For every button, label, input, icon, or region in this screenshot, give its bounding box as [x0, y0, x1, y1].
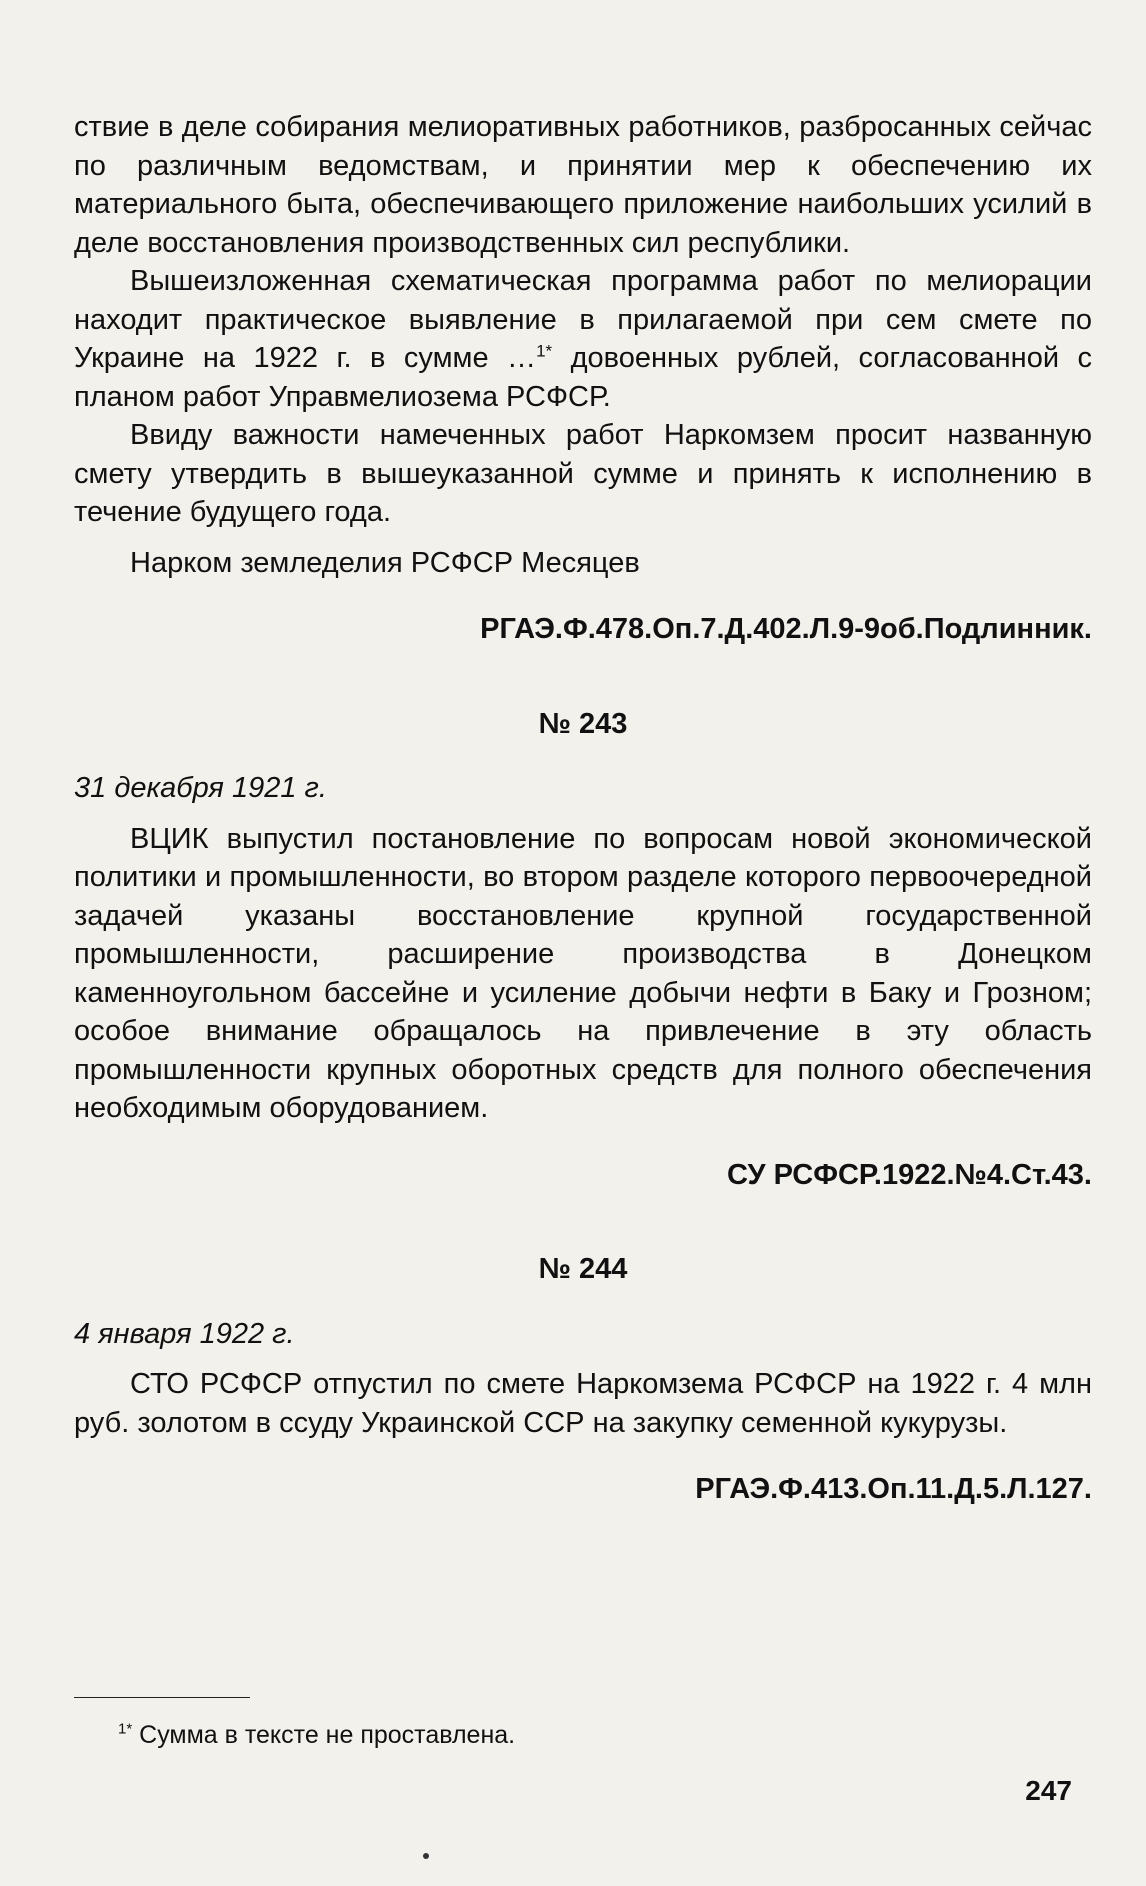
page-number: 247	[1025, 1775, 1072, 1806]
document-text-243: ВЦИК выпустил постановление по вопросам новой экономической политики и промышленности, во втором разделе которого первоочередной задачей указаны восстановление крупной государственной промышленности, расширение производства в Донецком каменноугольном бассейне и усиление добычи нефти в Баку и Грозном; особое внимание обращалось на привлечение в эту область промышленности крупных оборотных средств для полного обеспечения необходимым оборудованием.	[74, 822, 1092, 1124]
document-body	[74, 108, 1092, 1509]
program-text-before-note: Вышеизложенная схематическая программа работ по мелиорации находит практическое выявление в прилагаемой при сем смете по Украине на 1922 г. в сумме …	[74, 265, 1092, 374]
document-number-244: № 244	[538, 1253, 628, 1285]
continuation-paragraph: ствие в деле собирания мелиоративных работников, разбросанных сейчас по различным ведомствам, и принятии мер к обеспечению их материального быта, обеспечивающего приложение наибольших усилий в деле восстановления производственных сил республики.	[74, 111, 1092, 259]
archive-reference-1: РГАЭ.Ф.478.Оп.7.Д.402.Л.9-9об.Подлинник.	[480, 613, 1092, 645]
footnote-reference: 1*	[536, 341, 553, 361]
document-date-243: 31 декабря 1921 г.	[74, 772, 327, 804]
footnote-mark: 1*	[118, 1720, 133, 1738]
program-paragraph	[74, 262, 1092, 416]
archive-reference-243: СУ РСФСР.1922.№4.Ст.43.	[726, 1158, 1092, 1191]
signature: Нарком земледелия РСФСР Месяцев	[130, 546, 640, 579]
program-text-after-note: довоенных рублей, согласованной с планом работ Управмелиозема РСФСР.	[74, 342, 1092, 413]
document-number-243: № 243	[538, 707, 628, 740]
footnote	[118, 1719, 515, 1751]
print-speck	[423, 1853, 429, 1859]
footnote-text: Сумма в тексте не проставлена.	[132, 1721, 516, 1749]
request-paragraph: Ввиду важности намеченных работ Наркомзем просит названную смету утвердить в вышеуказанной сумме и принять к исполнению в течение будущего года.	[74, 419, 1092, 528]
footnote-divider	[74, 1697, 250, 1698]
document-text-244: СТО РСФСР отпустил по смете Наркомзема РСФСР на 1922 г. 4 млн руб. золотом в ссуду Украинской ССР на закупку семенной кукурузы.	[74, 1368, 1092, 1439]
archive-reference-244: РГАЭ.Ф.413.Оп.11.Д.5.Л.127.	[695, 1473, 1092, 1505]
document-date-244: 4 января 1922 г.	[74, 1317, 295, 1350]
